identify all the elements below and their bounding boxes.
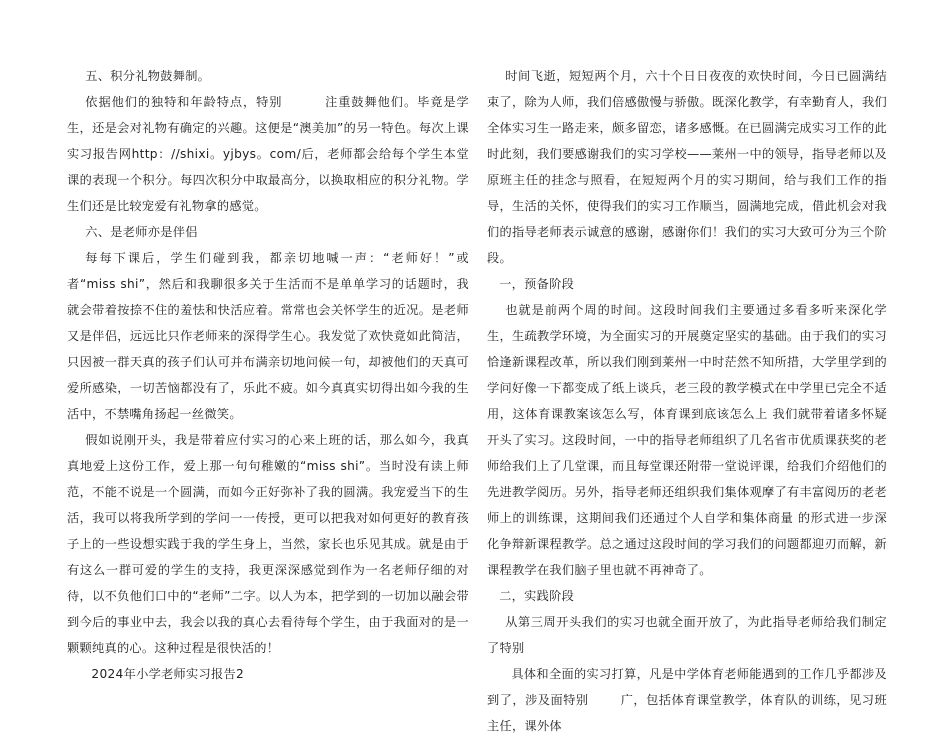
paragraph-points-gifts <box>67 89 469 219</box>
paragraph-practice-plan-part2: 广，包括体育课堂教学，体育队的训练，见习班主任，课外体 <box>487 693 887 733</box>
paragraph-practice-plan-part1: 具体和全面的实习打算，凡是中学体育老师能遇到的工作几乎都涉及到了，涉及面特别 <box>487 667 887 707</box>
paragraph-practice-plan <box>487 661 887 739</box>
paragraph-points-gifts-part2: 注重鼓舞他们。毕竟是学生，还是会对礼物有确定的兴趣。这便是“澳美加”的另一特色。每次上课实习报告网http：//shixi。yjbys。com/后，老师都会给每个学生本堂课的表现一个积分。每四次积分中取最高分，以换取相应的积分礼物。学生们还是比较宠爱有礼物拿的感觉。 <box>67 95 469 213</box>
paragraph-points-gifts-part1: 依据他们的独特和年龄特点，特别 <box>85 95 283 109</box>
paragraph-intro: 时间飞逝，短短两个月，六十个日日夜夜的欢快时间，今日已圆满结束了，除为人师，我们倍感傲慢与骄傲。既深化教学，有幸勤育人，我们全体实习生一路走来，颇多留恋，诸多感慨。在已圆满完成实习工作的此时此刻，我们要感谢我们的实习学校——莱州一中的领导，指导老师以及原班主任的挂念与照看，在短短两个月的实习期间，给与我们工作的指导，生活的关怀，使得我们的实习工作顺当，圆满地完成，借此机会对我们的指导老师表示诚意的感谢，感谢你们！我们的实习大致可分为三个阶段。 <box>487 69 887 265</box>
report-title: 2024年小学老师实习报告2 <box>91 667 245 681</box>
paragraph-love-job: 假如说刚开头，我是带着应付实习的心来上班的话，那么如今，我真真地爱上这份工作，爱上那一句句稚嫩的“miss shi”。当时没有读上师范，不能不说是一个圆满，而如今正好弥补了我的圆满。我宠爱当下的生活，我可以将我所学到的学问一一传授，更可以把我对如何更好的教育孩子上的一些设想实践于我的学生身上，当然，家长也乐见其成。就是由于有这么一群可爱的学生的支持，我更深深感觉到作为一名老师仔细的对待，以不负他们口中的“老师”二字。以人为本，把学到的一切加以融会带到今后的事业中去，我会以我的真心去看待每个学生，由于我面对的是一颗颗纯真的心。这种过程是很快活的！ <box>67 433 469 655</box>
paragraph-teacher-companion: 每每下课后，学生们碰到我，都亲切地喊一声：“老师好！”或者“miss shi”，然后和我聊很多关于生活而不是单单学习的话题时，我就会带着按捺不住的羞怯和快活应着。常常也会关怀学生的近况。是老师又是伴侣，远远比只作老师来的深得学生心。我发觉了欢快竟如此简洁，只因被一群天真的孩子们认可并布满亲切地问候一句，却被他们的天真可爱所感染，一切苦恼都没有了，乐此不疲。如今真真实切得出如今我的生活中，不禁嘴角扬起一丝微笑。 <box>67 251 469 421</box>
paragraph-practice-start: 从第三周开头我们的实习也就全面开放了，为此指导老师给我们制定了特别 <box>487 615 887 655</box>
stage-2-heading: 二，实践阶段 <box>499 589 575 603</box>
stage-1-heading: 一，预备阶段 <box>499 277 575 291</box>
section-5-heading: 五、积分礼物鼓舞制。 <box>85 69 211 83</box>
section-6-heading: 六、是老师亦是伴侣 <box>85 225 198 239</box>
right-column <box>487 63 887 739</box>
left-column <box>67 63 469 687</box>
paragraph-preparation-stage: 也就是前两个周的时间。这段时间我们主要通过多看多听来深化学生，生疏教学环境，为全面实习的开展奠定坚实的基础。由于我们的实习恰逢新课程改革，所以我们刚到莱州一中时茫然不知所措，大学里学到的学问好像一下都变成了纸上谈兵，老三段的教学模式在中学里已完全不适用，这体育课教案该怎么写，体育课到底该怎么上 我们就带着诸多怀疑开头了实习。这段时间，一中的指导老师组织了几名省市优质课获奖的老师给我们上了几堂课，而且每堂课还附带一堂说评课，给我们介绍他们的先进教学阅历。另外，指导老师还组织我们集体观摩了有丰富阅历的老老师上的训练课，这期间我们还通过个人自学和集体商量 的形式进一步深化争辩新课程教学。总之通过这段时间的学习我们的问题都迎刃而解，新课程教学在我们脑子里也就不再神奇了。 <box>487 303 887 577</box>
